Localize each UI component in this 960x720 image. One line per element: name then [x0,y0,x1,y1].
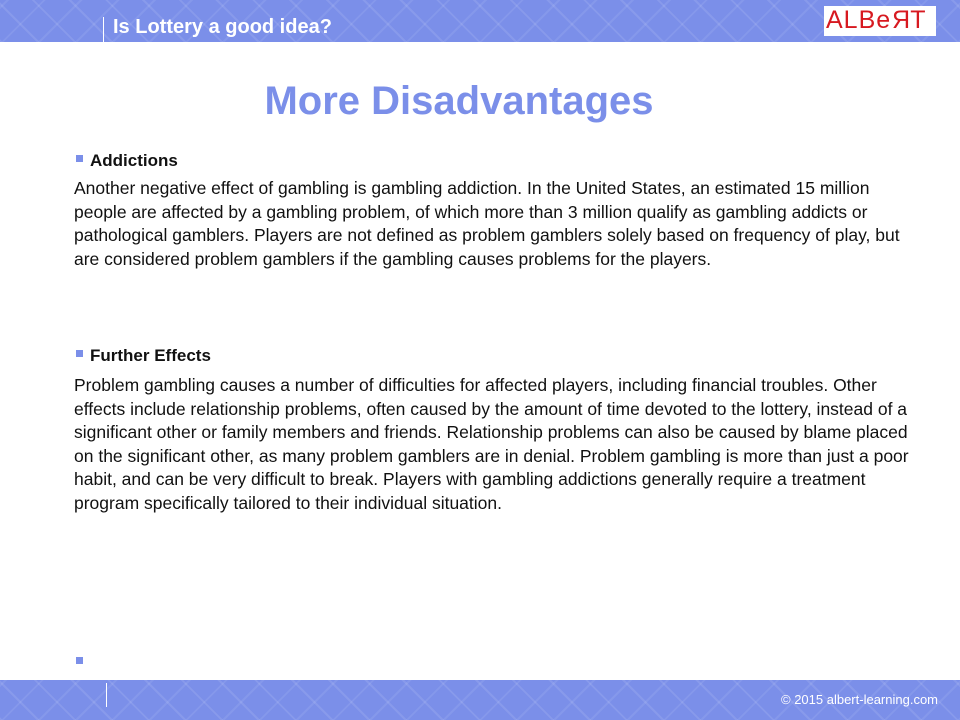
section-body-further-effects: Problem gambling causes a number of difficulties for affected players, including financial troubles. Other effects include relationship problems, often caused by the amount of time devoted to the lottery, instead of a significant other or family members and friends. Relationship problems can also be caused by blame placed on the significant other, as many problem gamblers are in denial. Problem gambling is more than just a poor habit, and can be very difficult to break. Players with gambling addictions generally require a treatment program specifically tailored to their individual situation. [74,375,909,513]
logo-text-1: ALB [826,6,877,34]
footer-divider [106,683,107,707]
section-body-addictions: Another negative effect of gambling is gambling addiction. In the United States, an estimated 15 million people are affected by a gambling problem, of which more than 3 million qualify as gambling addicts or pathological gamblers. Players are not defined as problem gamblers solely based on frequency of play, but are considered problem gamblers if the gambling causes problems for the players. [74,178,900,269]
logo-text-3: R [891,6,911,34]
section-heading-further-effects: Further Effects [90,346,211,365]
albert-logo [826,5,927,35]
logo-text-4: T [910,6,927,34]
slide-title: More Disadvantages [264,79,654,123]
logo-text-2: e [876,6,892,34]
bullet-icon [76,350,83,357]
copyright-text: © 2015 albert-learning.com [781,692,938,707]
section-heading-addictions: Addictions [90,151,178,170]
bullet-icon [76,155,83,162]
presentation-title: Is Lottery a good idea? [113,16,332,38]
empty-bullet-icon [76,657,83,664]
header-divider [103,17,104,42]
